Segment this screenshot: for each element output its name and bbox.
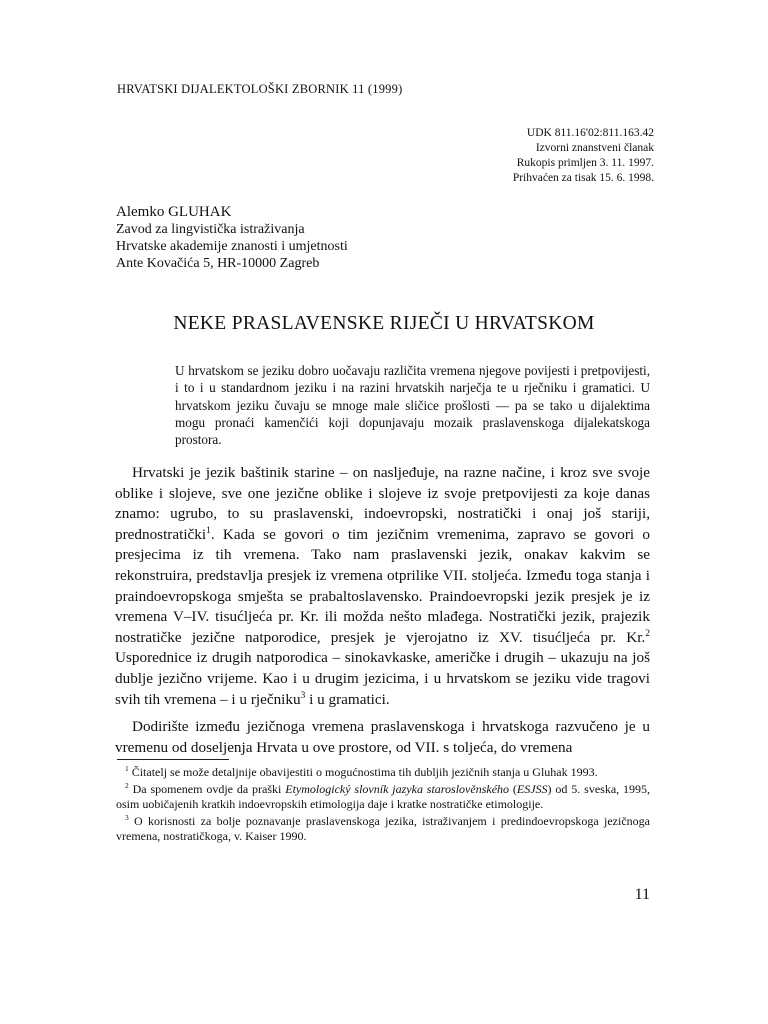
footnote: $^1$ Čitatelj se može detaljnije obavijestiti o mogućnostima tih dubljih jezičnih stanja u Gluhak 1993. [125, 764, 598, 779]
author-block [116, 204, 348, 272]
footnote: $^3$ O korisnosti za bolje poznavanje praslavenskoga jezika, istraživanjem i predindoevropskoga jezičnoga vremena, nostratičkoga, v. Kaiser 1990. [116, 813, 650, 843]
footnote-ref: 3 [300, 690, 306, 701]
body-text [115, 463, 650, 765]
journal-header: HRVATSKI DIJALEKTOLOŠKI ZBORNIK 11 (1999) [117, 82, 403, 96]
author-affiliation: Zavod za lingvistička istraživanja [116, 222, 305, 237]
footnote: $^2$ Da spomenem ovdje da praški Etymologický slovník jazyka staroslověnského (ESJSS) od 5. sveska, 1995, osim uobičajenih kratkih indoevropskih etimologija daje i kratke nostratičke etimologije. [116, 781, 651, 811]
body-paragraph: Hrvatski je jezik baštinik starine – on nasljeđuje, na razne načine, i kroz sve svoje oblike i slojeve, sve one jezične oblike i slojeve iz svoje pretpovijesti za koje danas znamo: ugrubo, to su praslavenski, indoevropski, nostratički i onaj još stariji, prednostratički$^1$. Kada se govori o tim jezičnim vremenima, zapravo se govori o presjecima iz tih vremena. Tako nam praslavenski jezik, onakav kakvim se rekonstruira, predstavlja presjek iz vremena otprilike VII. stoljeća. Između toga stanja i praindoevropskoga smješta se prabaltoslavensko. Praindoevropski jezik presjek je iz vremena V–IV. tisućljeća pr. Kr. ili možda nešto mlađega. Nostratički jezik, prajezik nostratičke jezične natporodice, presjek je vjerojatno iz XV. tisućljeća pr. Kr.$^2$ Usporednice iz drugih natporodica – sinokavkaske, američke i drugih – ukazuju na još dublje jezično vrijeme. Kao i u drugim jezicima, i u hrvatskom se jeziku vide tragovi svih tih vremena – i u rječniku$^3$ i u gramatici. [115, 464, 650, 708]
footnote-divider [117, 759, 229, 760]
article-title: NEKE PRASLAVENSKE RIJEČI U HRVATSKOM [173, 313, 595, 334]
received-date: Rukopis primljen 3. 11. 1997. [516, 157, 654, 169]
author-affiliation: Hrvatske akademije znanosti i umjetnosti [116, 239, 348, 254]
article-metadata [513, 126, 654, 186]
footnotes [116, 765, 650, 846]
footnote-number: 1 [125, 764, 129, 773]
udk-code: UDK 811.16'02:811.163.42 [526, 127, 654, 139]
abstract: U hrvatskom se jeziku dobro uočavaju različita vremena njegove povijesti i pretpovijesti, i to i u standardnom jeziku i na razini hrvatskih narječja te u rječniku i gramatici. U hrvatskom jeziku čuvaju se mnoge male sličice prošlosti — pa se tako u dijalektima mogu pronaći kamenčići koji dopunjavaju mozaik praslavenskoga dijalekatskoga prostora. [175, 363, 650, 448]
article-type: Izvorni znanstveni članak [535, 142, 654, 154]
page-number: 11 [634, 886, 650, 903]
author-name: Alemko GLUHAK [116, 204, 232, 220]
body-paragraph: Dodirište između jezičnoga vremena praslavenskoga i hrvatskoga razvučeno je u vremenu od doseljenja Hrvata u ove prostore, od VII. s toljeća, do vremena [115, 718, 650, 756]
footnote-ref: 1 [206, 525, 211, 536]
author-address: Ante Kovačića 5, HR-10000 Zagreb [116, 256, 320, 271]
accepted-date: Prihvaćen za tisak 15. 6. 1998. [512, 172, 654, 184]
footnote-ref: 2 [645, 628, 650, 639]
footnote-number: 3 [125, 813, 129, 822]
footnote-number: 2 [125, 781, 129, 790]
